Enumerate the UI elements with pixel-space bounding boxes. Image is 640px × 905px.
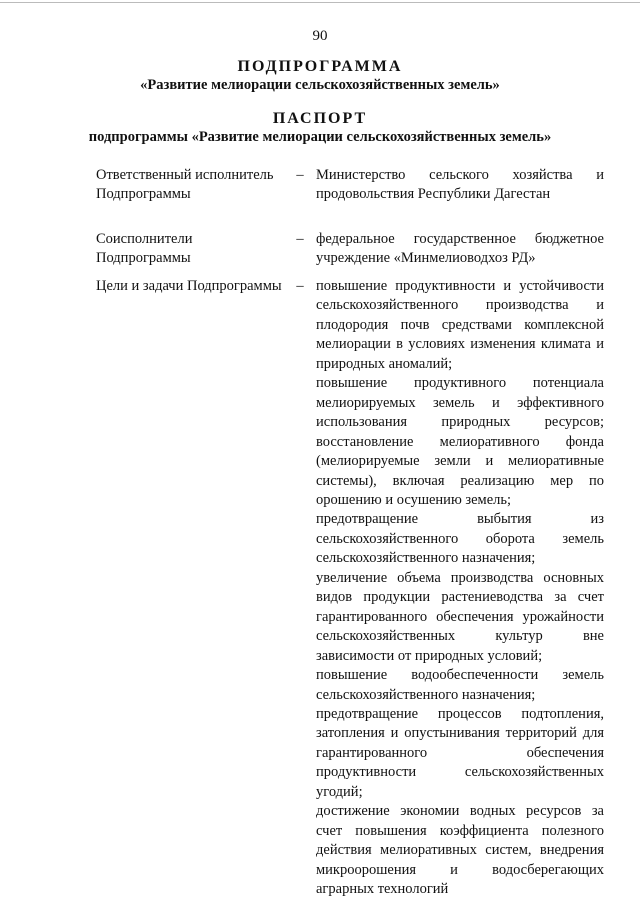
row-value-coexecutors: [316, 230, 604, 269]
row-value-responsible: [316, 166, 604, 205]
goal-item: повышение продуктивного потенциала мелиорируемых земель и эффективного использования природных ресурсов; восстановление мелиоративного фонда (мелиорируемые земли и мелиоративные системы), включая реализацию мер по орошению и осушению земель;: [316, 375, 604, 508]
value-paragraph: Министерство сельского хозяйства и продовольствия Республики Дагестан: [316, 167, 604, 203]
scan-top-edge: [0, 2, 640, 3]
value-paragraph: федеральное государственное бюджетное учреждение «Минмелиоводхоз РД»: [316, 231, 604, 267]
row-label-responsible: Ответственный исполнитель Подпрограммы: [96, 167, 274, 202]
row-dash: –: [296, 278, 304, 294]
passport-subtitle: подпрограммы «Развитие мелиорации сельскохозяйственных земель»: [88, 129, 552, 145]
passport-heading: ПАСПОРТ: [272, 110, 368, 127]
goal-item: предотвращение процессов подтопления, затопления и опустынивания территорий для гарантированного обеспечения продуктивности сельскохозяйственных угодий;: [316, 705, 604, 800]
row-label-coexecutors: Соисполнители Подпрограммы: [96, 231, 193, 266]
goal-item: предотвращение выбытия из сельскохозяйственного оборота земель сельскохозяйственного назначения;: [316, 511, 604, 567]
goal-item: повышение продуктивности и устойчивости сельскохозяйственного производства и плодородия почв средствами комплексной мелиорации в условиях изменения климата и природных аномалий;: [316, 278, 604, 372]
goal-item: достижение экономии водных ресурсов за счет повышения коэффициента полезного действия мелиоративных систем, внедрения микроорошения и водосберегающих аграрных технологий: [316, 803, 604, 898]
row-value-goals: [316, 277, 604, 900]
program-name: «Развитие мелиорации сельскохозяйственных земель»: [140, 77, 500, 93]
goal-item: повышение водообеспеченности земель сельскохозяйственного назначения;: [316, 667, 604, 703]
program-heading: ПОДПРОГРАММА: [237, 58, 403, 75]
row-dash: –: [296, 167, 304, 183]
row-label-goals: Цели и задачи Подпрограммы: [96, 278, 282, 294]
row-dash: –: [296, 231, 304, 247]
page-number: 90: [312, 28, 328, 44]
goal-item: увеличение объема производства основных видов продукции растениеводства за счет гарантированного обеспечения урожайности сельскохозяйственных культур вне зависимости от природных условий;: [316, 569, 604, 664]
